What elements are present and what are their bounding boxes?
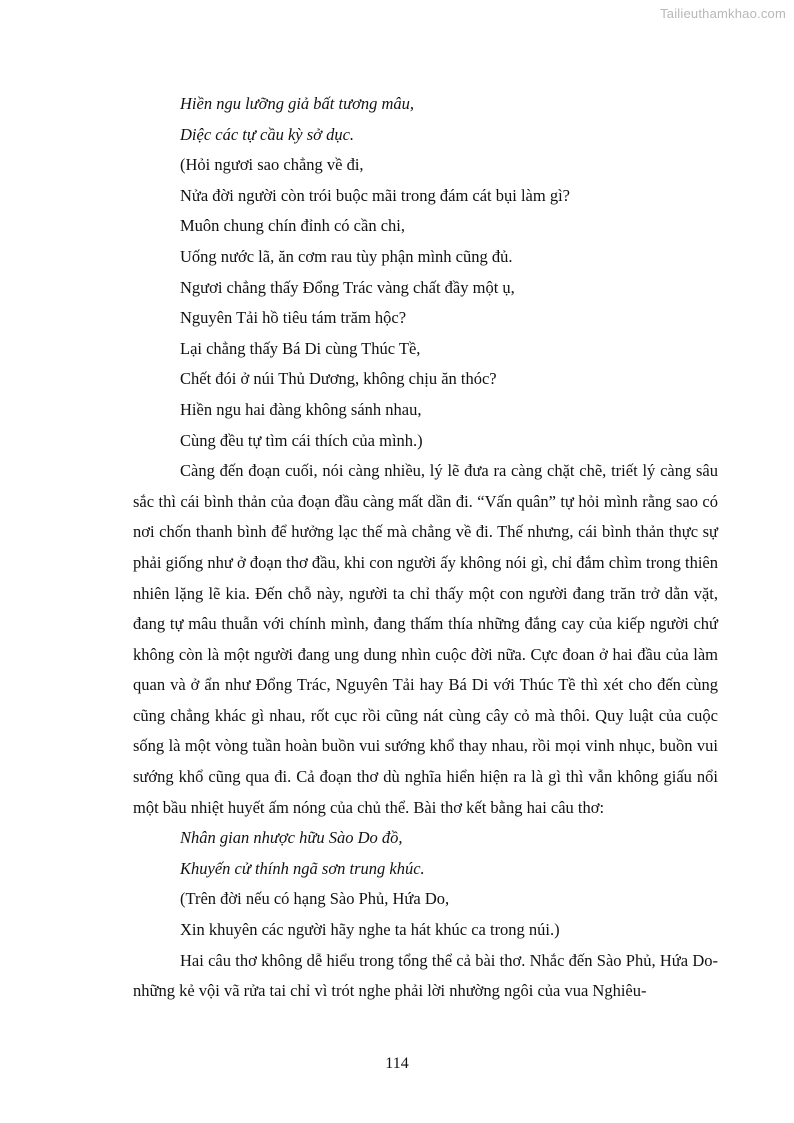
poem-translation-line: (Trên đời nếu có hạng Sào Phủ, Hứa Do,	[180, 889, 450, 909]
poem-original-line: Diệc các tự cầu kỳ sở dục.	[180, 124, 355, 144]
poem-translation-line: Uống nước lã, ăn cơm rau tùy phận mình cũng đủ.	[180, 246, 513, 266]
poem-translation-line: Nửa đời người còn trói buộc mãi trong đám cát bụi làm gì?	[180, 185, 570, 205]
poem-translation-line: Cùng đều tự tìm cái thích của mình.)	[180, 430, 423, 450]
poem-translation-line: (Hỏi ngươi sao chẳng về đi,	[180, 155, 364, 175]
poem-original-line: Hiền ngu lưỡng giả bất tương mâu,	[180, 94, 415, 113]
poem-translation-line: Chết đói ở núi Thủ Dương, không chịu ăn thóc?	[180, 369, 497, 389]
poem-translation-line: Lại chẳng thấy Bá Di cùng Thúc Tề,	[180, 338, 421, 358]
page-body	[133, 89, 718, 1007]
poem-translation-line: Muôn chung chín đỉnh có cần chi,	[180, 216, 405, 236]
page-number: 114	[385, 1055, 409, 1072]
poem-translation-line: Hiền ngu hai đàng không sánh nhau,	[180, 399, 422, 419]
body-paragraph: Càng đến đoạn cuối, nói càng nhiều, lý lẽ đưa ra càng chặt chẽ, triết lý càng sâu sắc thì cái bình thản của đoạn đầu càng mất dần đi. “Vấn quân” tự hỏi mình rằng sao có nơi chốn thanh bình để hưởng lạc thế mà chẳng về đi. Thế nhưng, cái bình thản thực sự phải giống như ở đoạn thơ đầu, khi con người ấy không nói gì, chỉ đắm chìm trong thiên nhiên lặng lẽ kia. Đến chỗ này, người ta chỉ thấy một con người đang trăn trở dằn vặt, đang tự mâu thuẫn với chính mình, đang thấm thía những đắng cay của kiếp người chứ không còn là một người đang ung dung nhìn cuộc đời nữa. Cực đoan ở hai đầu của làm quan và ở ẩn như Đổng Trác, Nguyên Tải hay Bá Di với Thúc Tề thì xét cho đến cùng cũng chẳng khác gì nhau, rốt cục rồi cũng nát cùng cây cỏ mà thôi. Quy luật của cuộc sống là một vòng tuần hoàn buồn vui sướng khổ thay nhau, rồi mọi vinh nhục, buồn vui sướng khổ cũng qua đi. Cả đoạn thơ dù nghĩa hiển hiện ra là gì thì vẫn không giấu nổi một bầu nhiệt huyết ấm nóng của chủ thể. Bài thơ kết bằng hai câu thơ:	[133, 461, 718, 817]
poem-translation-line: Nguyên Tải hồ tiêu tám trăm hộc?	[180, 308, 407, 328]
watermark-text: Tailieuthamkhao.com	[660, 6, 786, 21]
poem-original-line: Nhân gian nhược hữu Sào Do đồ,	[180, 828, 403, 848]
body-paragraph: Hai câu thơ không dễ hiểu trong tổng thể cả bài thơ. Nhắc đến Sào Phủ, Hứa Do- những kẻ vội vã rửa tai chỉ vì trót nghe phải lời nhường ngôi của vua Nghiêu-	[133, 950, 718, 1001]
poem-original-line: Khuyến cử thính ngã sơn trung khúc.	[180, 858, 425, 878]
poem-translation-line: Xin khuyên các người hãy nghe ta hát khúc ca trong núi.)	[180, 920, 560, 940]
poem-translation-line: Ngươi chẳng thấy Đổng Trác vàng chất đầy một ụ,	[180, 277, 515, 297]
